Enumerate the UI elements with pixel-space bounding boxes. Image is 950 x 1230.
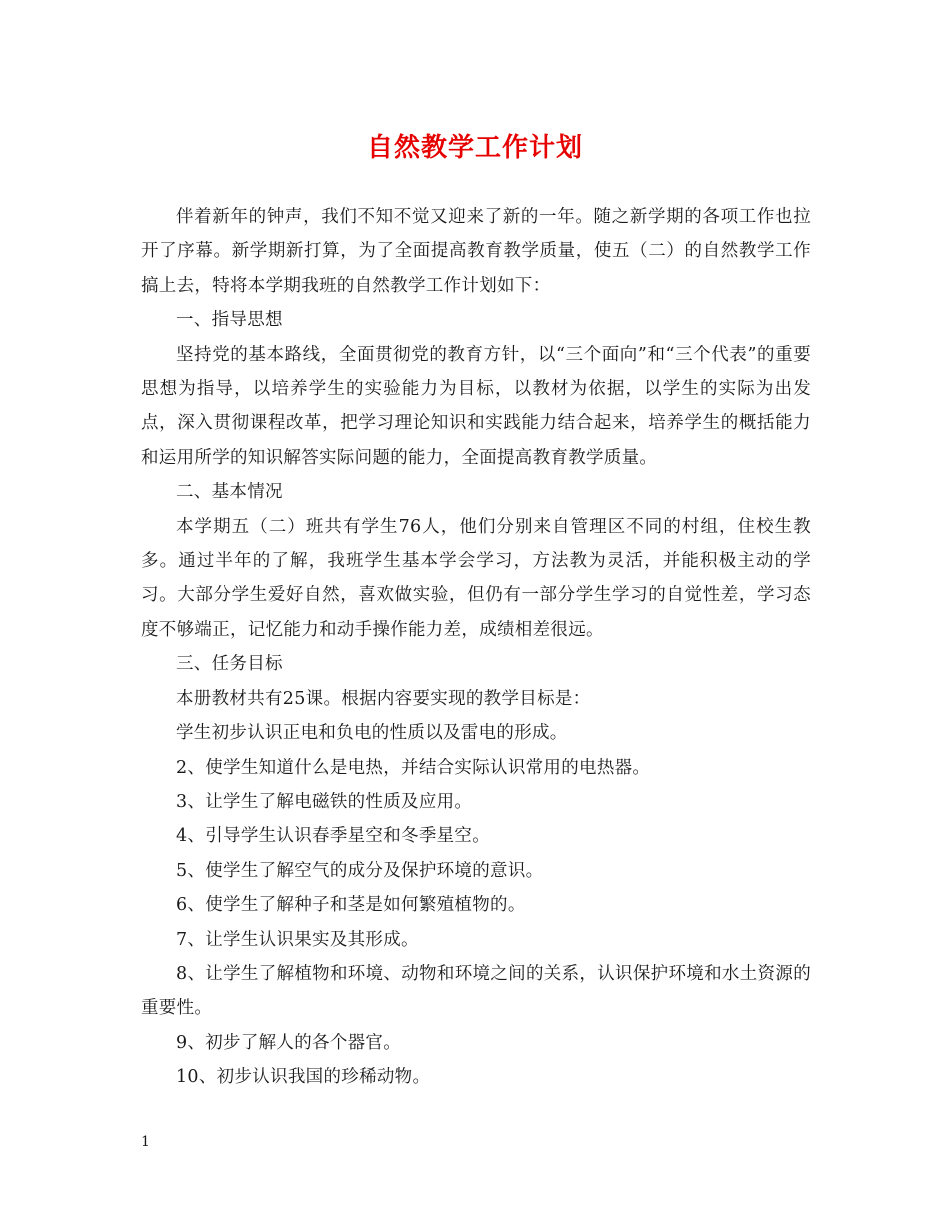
section-heading-guiding-ideology: 一、指导思想 <box>176 310 283 331</box>
paragraph-basic-situation: 本学期五（二）班共有学生76人，他们分别来自管理区不同的村组，住校生教多。通过半年的了解，我班学生基本学会学习，方法教为灵活，并能积极主动的学习。大部分学生爱好自然，喜欢做实验，但仍有一部分学生学习的自觉性差，学习态度不够端正，记忆能力和动手操作能力差，成绩相差很远。 <box>141 516 811 640</box>
section-heading-task-goals: 三、任务目标 <box>176 654 283 675</box>
section-heading-basic-situation: 二、基本情况 <box>176 482 283 503</box>
goal-item: 7、让学生认识果实及其形成。 <box>176 929 419 950</box>
goal-item: 9、初步了解人的各个器官。 <box>176 1032 402 1053</box>
goal-item: 5、使学生了解空气的成分及保护环境的意识。 <box>176 860 544 881</box>
paragraph-intro: 伴着新年的钟声，我们不知不觉又迎来了新的一年。随之新学期的各项工作也拉开了序幕。新学期新打算，为了全面提高教育教学质量，使五（二）的自然教学工作搞上去，特将本学期我班的自然教学工作计划如下： <box>141 207 811 296</box>
document-body <box>141 200 811 1095</box>
paragraph-guiding-ideology: 坚持党的基本路线，全面贯彻党的教育方针，以“三个面向”和“三个代表”的重要思想为指导，以培养学生的实验能力为目标，以教材为依据，以学生的实际为出发点，深入贯彻课程改革，把学习理论知识和实践能力结合起来，培养学生的概括能力和运用所学的知识解答实际问题的能力，全面提高教育教学质量。 <box>141 344 811 468</box>
document-title: 自然教学工作计划 <box>366 133 583 163</box>
goal-item: 4、引导学生认识春季星空和冬季星空。 <box>176 826 491 847</box>
goal-item: 8、让学生了解植物和环境、动物和环境之间的关系，认识保护环境和水土资源的重要性。 <box>141 963 811 1019</box>
goal-item: 学生初步认识正电和负电的性质以及雷电的形成。 <box>176 723 568 744</box>
goal-item: 3、让学生了解电磁铁的性质及应用。 <box>176 791 473 812</box>
goal-item: 10、初步认识我国的珍稀动物。 <box>176 1067 431 1088</box>
paragraph-task-goals-intro: 本册教材共有25课。根据内容要实现的教学目标是： <box>176 688 591 709</box>
goal-item: 2、使学生知道什么是电热，并结合实际认识常用的电热器。 <box>176 757 651 778</box>
page-number: 1 <box>141 1134 150 1150</box>
goal-item: 6、使学生了解种子和茎是如何繁殖植物的。 <box>176 895 526 916</box>
